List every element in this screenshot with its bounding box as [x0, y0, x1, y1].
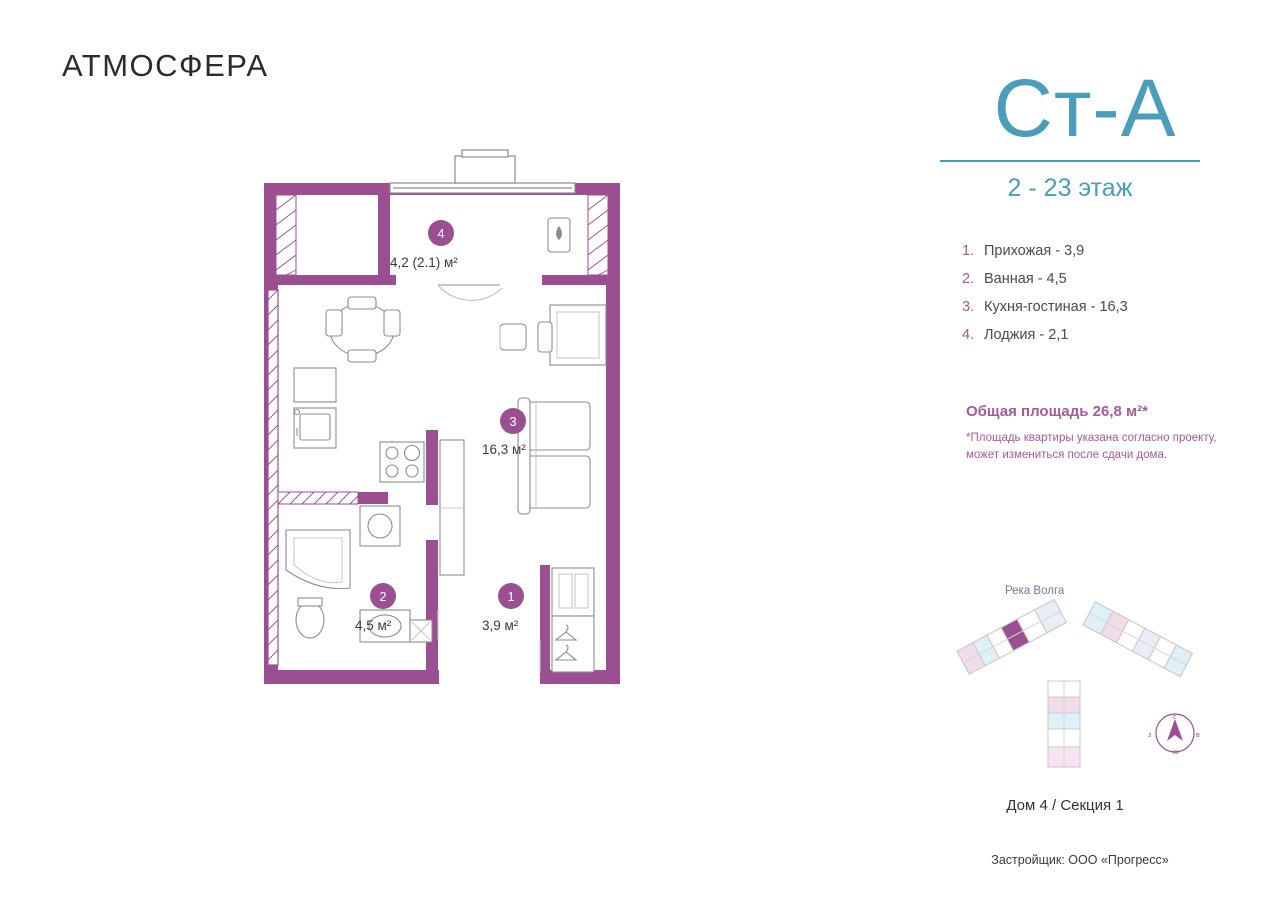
room-area-bath: 4,5 м²	[355, 618, 392, 633]
floor-plan	[250, 140, 670, 720]
room-area-loggia: 4,2 (2.1) м²	[390, 255, 458, 270]
list-item-label: Ванная - 4,5	[984, 270, 1067, 287]
brand-logo: АТМОСФЕРА	[62, 48, 269, 83]
building-block-center	[1048, 681, 1080, 767]
river-label: Река Волга	[1005, 585, 1065, 597]
list-item-number: 2.	[962, 270, 975, 287]
compass-icon	[1148, 714, 1200, 756]
room-badge-kitchen: 3	[500, 408, 526, 434]
loggia-hatch-left	[276, 195, 296, 275]
svg-text:з: з	[1148, 732, 1152, 739]
floors-label: 2 - 23 этаж	[1007, 173, 1133, 202]
floor-plan-svg	[250, 140, 670, 720]
list-item	[962, 243, 1230, 259]
list-item-number: 4.	[962, 326, 975, 343]
building-block-right	[1083, 602, 1192, 677]
list-item	[962, 299, 1230, 315]
area-disclaimer-line1: *Площадь квартиры указана согласно проекту,	[966, 431, 1217, 444]
list-item-label: Кухня-гостиная - 16,3	[984, 298, 1128, 315]
list-item-label: Лоджия - 2,1	[984, 326, 1069, 343]
room-badge-loggia: 4	[428, 220, 454, 246]
list-item	[962, 271, 1230, 287]
area-disclaimer	[966, 430, 1230, 463]
total-area-label: Общая площадь 26,8 м²*	[966, 402, 1148, 420]
area-disclaimer-line2: может измениться после сдачи дома.	[966, 448, 1168, 461]
room-area-hall: 3,9 м²	[482, 618, 519, 633]
site-plan-svg	[930, 585, 1230, 795]
bath-wall-hatch	[278, 492, 358, 504]
room-list	[962, 243, 1230, 343]
loggia-hatch-right	[588, 195, 608, 275]
developer-label: Застройщик: ООО «Прогресс»	[991, 853, 1169, 867]
info-panel	[930, 63, 1230, 463]
room-badge-bath: 2	[370, 583, 396, 609]
page-title: Ст-А	[993, 63, 1177, 154]
list-item-label: Прихожая - 3,9	[984, 242, 1085, 259]
room-badge-hall: 1	[498, 583, 524, 609]
list-item-number: 1.	[962, 242, 975, 259]
building-block-left	[957, 600, 1066, 675]
house-section-label: Дом 4 / Секция 1	[1006, 797, 1124, 814]
svg-text:с: с	[1173, 714, 1177, 721]
room-area-kitchen: 16,3 м²	[482, 442, 526, 457]
loggia-window	[390, 150, 575, 193]
site-plan	[930, 585, 1230, 815]
furniture	[286, 218, 606, 673]
list-item	[962, 327, 1230, 343]
svg-text:ю: ю	[1173, 749, 1179, 756]
list-item-number: 3.	[962, 298, 975, 315]
svg-text:в: в	[1196, 732, 1200, 739]
title-divider	[940, 160, 1200, 162]
